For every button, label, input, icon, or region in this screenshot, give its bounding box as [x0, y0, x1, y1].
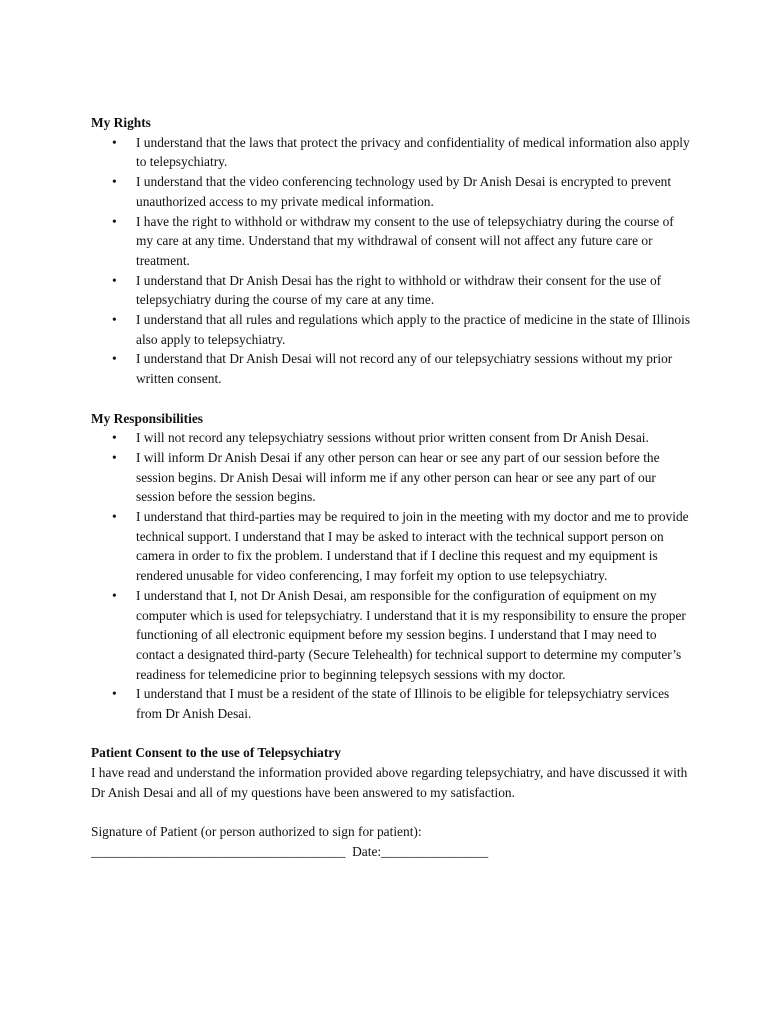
list-item-text: I understand that I, not Dr Anish Desai, am responsible for the configuration of equipment on my computer which is used for telepsychiatry. I understand that it is my responsibility to ensure the proper functioning of all electronic equipment before my session begins. I understand that I may need to contact a designated third-party (Secure Telehealth) for technical support to determine my computer’s readiness for telemedicine prior to beginning telepsych sessions with my doctor. — [136, 587, 686, 682]
list-item-text: I understand that Dr Anish Desai will not record any of our telepsychiatry sessions without my prior written consent. — [136, 351, 673, 387]
signature-date-line: ______________________________________ Date:________________ — [91, 843, 489, 859]
my-responsibilities-heading: My Responsibilities — [91, 410, 203, 426]
bullet-icon: • — [112, 272, 117, 288]
spacer — [91, 803, 691, 823]
list-item-text: I will inform Dr Anish Desai if any other person can hear or see any part of our session before the session begins. Dr Anish Desai will inform me if any other person can hear or see any part of our session before the session begins. — [136, 449, 660, 505]
patient-consent-heading: Patient Consent to the use of Telepsychiatry — [91, 745, 341, 761]
my-rights-list — [91, 133, 691, 389]
spacer — [91, 724, 691, 744]
consent-document — [91, 113, 691, 862]
list-item-text: I understand that third-parties may be required to join in the meeting with my doctor and me to provide technical support. I understand that I may be asked to interact with the technical support person on camera in order to fix the problem. I understand that if I decline this request and my equipment is rendered unusable for video conferencing, I may forfeit my option to use telepsychiatry. — [136, 509, 689, 584]
bullet-icon: • — [112, 351, 117, 367]
list-item-text: I understand that the video conferencing technology used by Dr Anish Desai is encrypted to prevent unauthorized access to my private medical information. — [136, 174, 672, 209]
signature-label: Signature of Patient (or person authorized to sign for patient): — [91, 824, 422, 840]
list-item-text: I have the right to withhold or withdraw my consent to the use of telepsychiatry during the course of my care at any time. Understand that my withdrawal of consent will not affect any future care or treatment. — [136, 213, 674, 268]
list-item-text: I understand that the laws that protect the privacy and confidentiality of medical information also apply to telepsychiatry. — [136, 134, 690, 170]
list-item-text: I understand that Dr Anish Desai has the right to withhold or withdraw their consent for the use of telepsychiatry during the course of my care at any time. — [136, 272, 662, 308]
list-item — [91, 428, 691, 448]
bullet-icon: • — [112, 213, 117, 229]
list-item — [91, 684, 691, 723]
list-item — [91, 349, 691, 388]
spacer — [91, 389, 691, 409]
bullet-icon: • — [112, 430, 117, 446]
list-item — [91, 271, 691, 310]
consent-statement: I have read and understand the information provided above regarding telepsychiatry, and have discussed it with Dr Anish Desai and all of my questions have been answered to my satisfaction. — [91, 765, 688, 800]
bullet-icon: • — [112, 174, 117, 190]
list-item — [91, 586, 691, 685]
list-item — [91, 507, 691, 586]
list-item-text: I will not record any telepsychiatry sessions without prior written consent from Dr Anish Desai. — [136, 430, 649, 446]
bullet-icon: • — [112, 587, 117, 603]
bullet-icon: • — [112, 312, 117, 328]
list-item — [91, 172, 691, 211]
list-item — [91, 212, 691, 271]
list-item-text: I understand that all rules and regulations which apply to the practice of medicine in the state of Illinois also apply to telepsychiatry. — [136, 312, 691, 347]
bullet-icon: • — [112, 509, 117, 525]
bullet-icon: • — [112, 134, 117, 150]
my-rights-heading: My Rights — [91, 115, 151, 130]
list-item — [91, 310, 691, 349]
bullet-icon: • — [112, 686, 117, 702]
bullet-icon: • — [112, 449, 117, 465]
list-item — [91, 133, 691, 172]
list-item — [91, 448, 691, 507]
list-item-text: I understand that I must be a resident of the state of Illinois to be eligible for telepsychiatry services from Dr Anish Desai. — [136, 686, 670, 722]
my-responsibilities-list — [91, 428, 691, 724]
